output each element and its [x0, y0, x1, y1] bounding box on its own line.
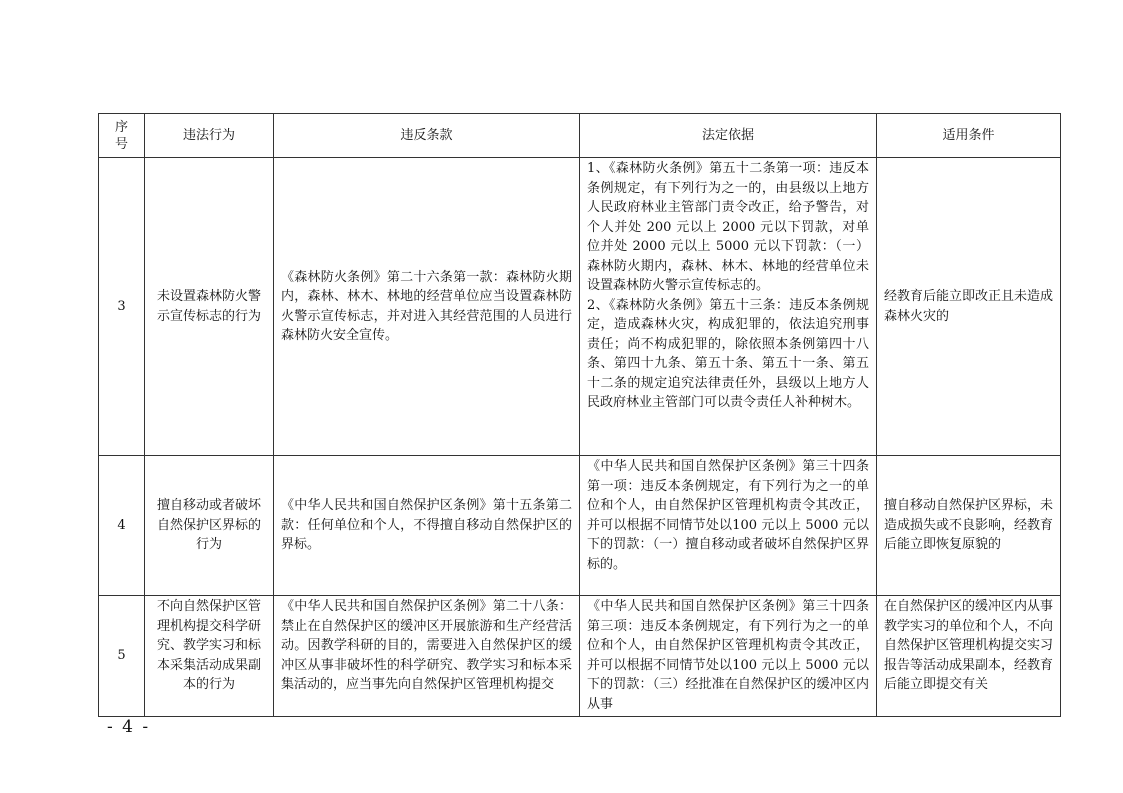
table-header-row [99, 114, 1061, 158]
row-legal-basis: 1、《森林防火条例》第五十二条第一项：违反本条例规定，有下列行为之一的，由县级以上地方人民政府林业主管部门责令改正，给予警告，对个人并处 200 元以上 2000 元以下罚款，对单位并处 2000 元以上 5000 元以下罚款：（一）森林防火期内，森林、林木、林地的经营单位未设置森林防火警示宣传标志的。 2、《森林防火条例》第五十三条：违反本条例规定，造成森林火灾，构成犯罪的，依法追究刑事责任；尚不构成犯罪的，除依照本条例第四十八条、第四十九条、第五十条、第五十一条、第五十二条的规定追究法律责任外，县级以上地方人民政府林业主管部门可以责令责任人补种树木。 [580, 158, 877, 456]
row-applicable-condition: 擅自移动自然保护区界标，未造成损失或不良影响，经教育后能立即恢复原貌的 [877, 456, 1061, 596]
header-applicable-condition: 适用条件 [877, 114, 1061, 158]
header-legal-basis: 法定依据 [580, 114, 877, 158]
row-violation: 未设置森林防火警示宣传标志的行为 [145, 158, 274, 456]
row-serial-number: 4 [99, 456, 145, 596]
row-violated-clause: 《中华人民共和国自然保护区条例》第十五条第二款：任何单位和个人，不得擅自移动自然保护区的界标。 [274, 456, 580, 596]
penalty-table [98, 113, 1061, 717]
header-serial-number: 序 号 [99, 114, 145, 158]
header-violation: 违法行为 [145, 114, 274, 158]
row-violated-clause: 《森林防火条例》第二十六条第一款：森林防火期内，森林、林木、林地的经营单位应当设置森林防火警示宣传标志，并对进入其经营范围的人员进行森林防火安全宣传。 [274, 158, 580, 456]
table-row [99, 158, 1061, 456]
page-number: - 4 - [107, 717, 151, 737]
row-applicable-condition: 在自然保护区的缓冲区内从事教学实习的单位和个人，不向自然保护区管理机构提交实习报告等活动成果副本，经教育后能立即提交有关 [877, 596, 1061, 717]
row-violation: 不向自然保护区管理机构提交科学研究、教学实习和标本采集活动成果副本的行为 [145, 596, 274, 717]
row-legal-basis: 《中华人民共和国自然保护区条例》第三十四条第一项：违反本条例规定，有下列行为之一的单位和个人，由自然保护区管理机构责令其改正，并可以根据不同情节处以100 元以上 5000 元以下的罚款：（一）擅自移动或者破坏自然保护区界标的。 [580, 456, 877, 596]
table-row [99, 456, 1061, 596]
row-serial-number: 5 [99, 596, 145, 717]
header-violated-clause: 违反条款 [274, 114, 580, 158]
row-violation: 擅自移动或者破坏自然保护区界标的行为 [145, 456, 274, 596]
row-applicable-condition: 经教育后能立即改正且未造成森林火灾的 [877, 158, 1061, 456]
row-legal-basis: 《中华人民共和国自然保护区条例》第三十四条第三项：违反本条例规定，有下列行为之一的单位和个人，由自然保护区管理机构责令其改正，并可以根据不同情节处以100 元以上 5000 元以下的罚款：（三）经批准在自然保护区的缓冲区内从事 [580, 596, 877, 717]
row-violated-clause: 《中华人民共和国自然保护区条例》第二十八条：禁止在自然保护区的缓冲区开展旅游和生产经营活动。因教学科研的目的，需要进入自然保护区的缓冲区从事非破坏性的科学研究、教学实习和标本采集活动的，应当事先向自然保护区管理机构提交 [274, 596, 580, 717]
row-serial-number: 3 [99, 158, 145, 456]
table-row [99, 596, 1061, 717]
